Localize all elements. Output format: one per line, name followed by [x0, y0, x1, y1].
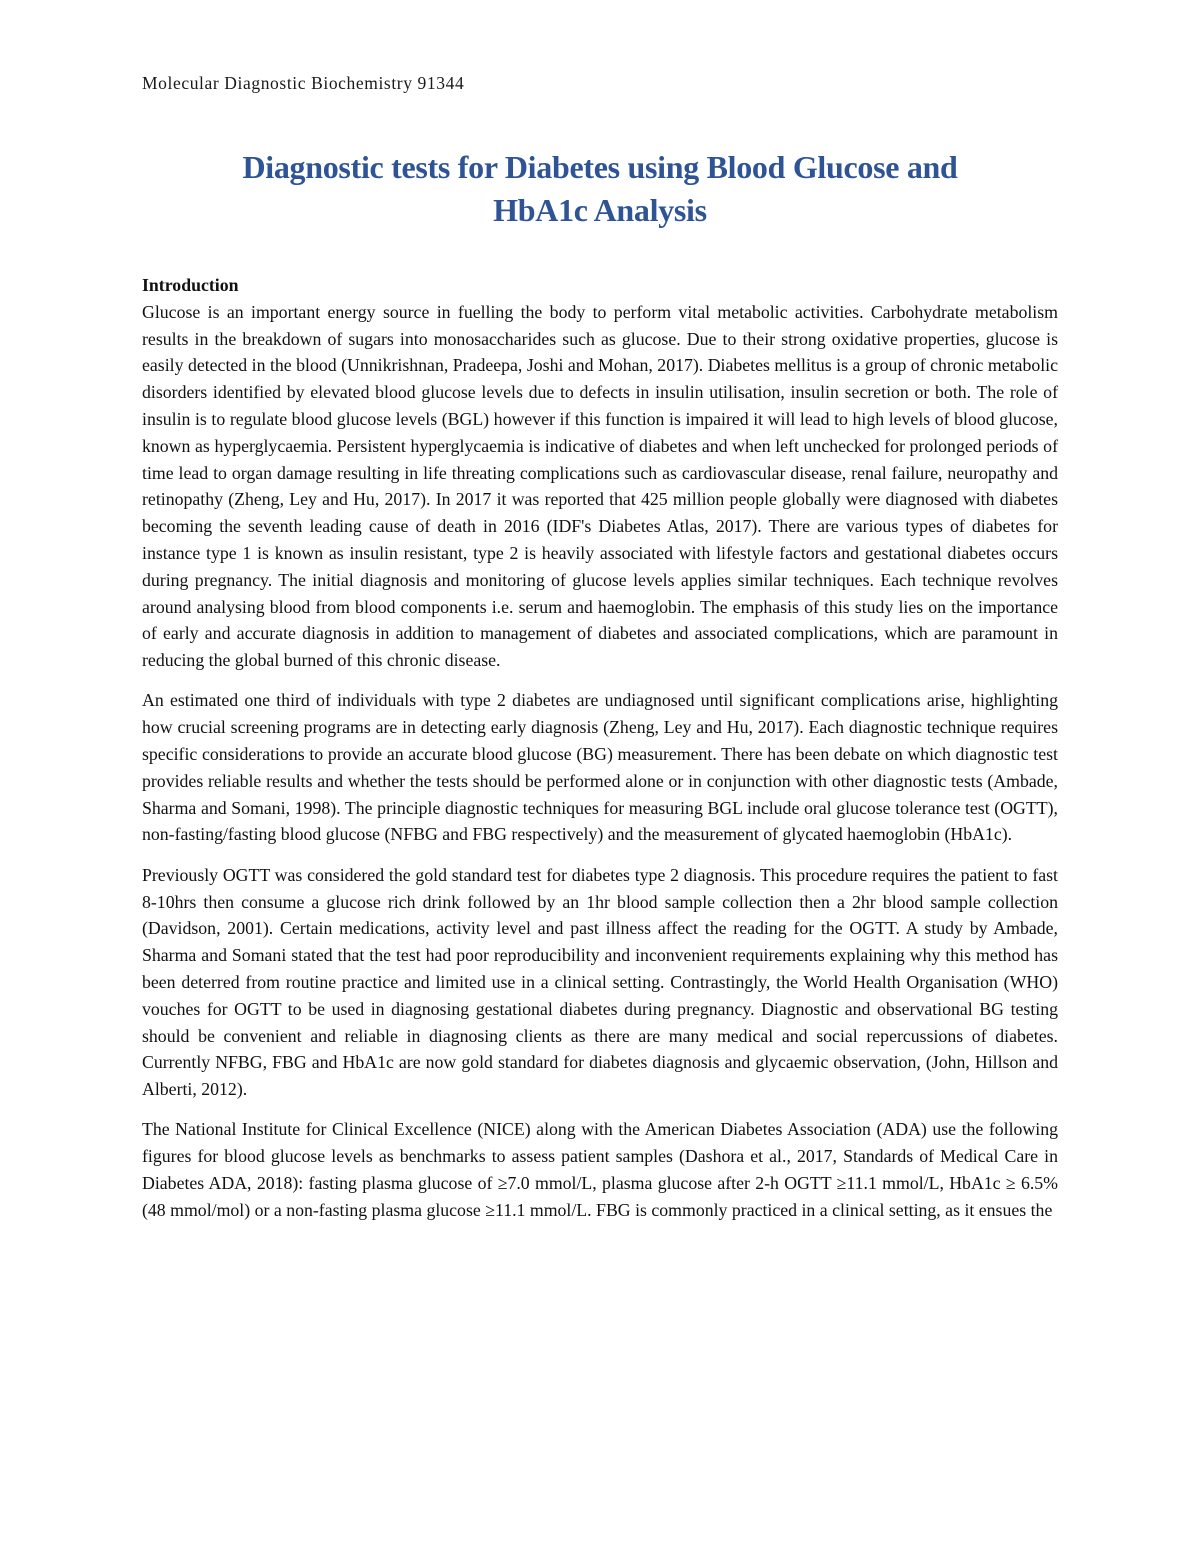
document-title-line-1: Diagnostic tests for Diabetes using Blood Glucose and	[242, 149, 958, 185]
section-heading-introduction: Introduction	[142, 275, 239, 295]
running-header: Molecular Diagnostic Biochemistry 91344	[142, 73, 465, 93]
document-page	[142, 0, 1058, 1553]
paragraph-2: An estimated one third of individuals with type 2 diabetes are undiagnosed until significant complications arise, highlighting how crucial screening programs are in detecting early diagnosis (Zheng, Ley and Hu, 2017). Each diagnostic technique requires specific considerations to provide an accurate blood glucose (BG) measurement. There has been debate on which diagnostic test provides reliable results and whether the tests should be performed alone or in conjunction with other diagnostic tests (Ambade, Sharma and Somani, 1998). The principle diagnostic techniques for measuring BGL include oral glucose tolerance test (OGTT), non-fasting/fasting blood glucose (NFBG and FBG respectively) and the measurement of glycated haemoglobin (HbA1c).	[142, 690, 1058, 845]
document-title-line-2: HbA1c Analysis	[493, 192, 707, 228]
paragraph-3: Previously OGTT was considered the gold standard test for diabetes type 2 diagnosis. This procedure requires the patient to fast 8-10hrs then consume a glucose rich drink followed by an 1hr blood sample collection then a 2hr blood sample collection (Davidson, 2001). Certain medications, activity level and past illness affect the reading for the OGTT. A study by Ambade, Sharma and Somani stated that the test had poor reproducibility and inconvenient requirements explaining why this method has been deterred from routine practice and limited use in a clinical setting. Contrastingly, the World Health Organisation (WHO) vouches for OGTT to be used in diagnosing gestational diabetes during pregnancy. Diagnostic and observational BG testing should be convenient and reliable in diagnosing clients as there are many medical and social repercussions of diabetes. Currently NFBG, FBG and HbA1c are now gold standard for diabetes diagnosis and glycaemic observation, (John, Hillson and Alberti, 2012).	[142, 864, 1058, 1100]
paragraph-4: The National Institute for Clinical Excellence (NICE) along with the American Diabetes Association (ADA) use the following figures for blood glucose levels as benchmarks to assess patient samples (Dashora et al., 2017, Standards of Medical Care in Diabetes ADA, 2018): fasting plasma glucose of ≥7.0 mmol/L, plasma glucose after 2-h OGTT ≥11.1 mmol/L, HbA1c ≥ 6.5% (48 mmol/mol) or a non-fasting plasma glucose ≥11.1 mmol/L. FBG is commonly practiced in a clinical setting, as it ensues the	[142, 1119, 1058, 1220]
paragraph-1: Glucose is an important energy source in fuelling the body to perform vital metabolic activities. Carbohydrate metabolism results in the breakdown of sugars into monosaccharides such as glucose. Due to their strong oxidative properties, glucose is easily detected in the blood (Unnikrishnan, Pradeepa, Joshi and Mohan, 2017). Diabetes mellitus is a group of chronic metabolic disorders identified by elevated blood glucose levels due to defects in insulin utilisation, insulin secretion or both. The role of insulin is to regulate blood glucose levels (BGL) however if this function is impaired it will lead to high levels of blood glucose, known as hyperglycaemia. Persistent hyperglycaemia is indicative of diabetes and when left unchecked for prolonged periods of time lead to organ damage resulting in life threating complications such as cardiovascular disease, renal failure, neuropathy and retinopathy (Zheng, Ley and Hu, 2017). In 2017 it was reported that 425 million people globally were diagnosed with diabetes becoming the seventh leading cause of death in 2016 (IDF's Diabetes Atlas, 2017). There are various types of diabetes for instance type 1 is known as insulin resistant, type 2 is heavily associated with lifestyle factors and gestational diabetes occurs during pregnancy. The initial diagnosis and monitoring of glucose levels applies similar techniques. Each technique revolves around analysing blood from blood components i.e. serum and haemoglobin. The emphasis of this study lies on the importance of early and accurate diagnosis in addition to management of diabetes and associated complications, which are paramount in reducing the global burned of this chronic disease.	[142, 301, 1058, 671]
document-title	[142, 146, 1058, 232]
body-text	[142, 272, 1058, 1237]
